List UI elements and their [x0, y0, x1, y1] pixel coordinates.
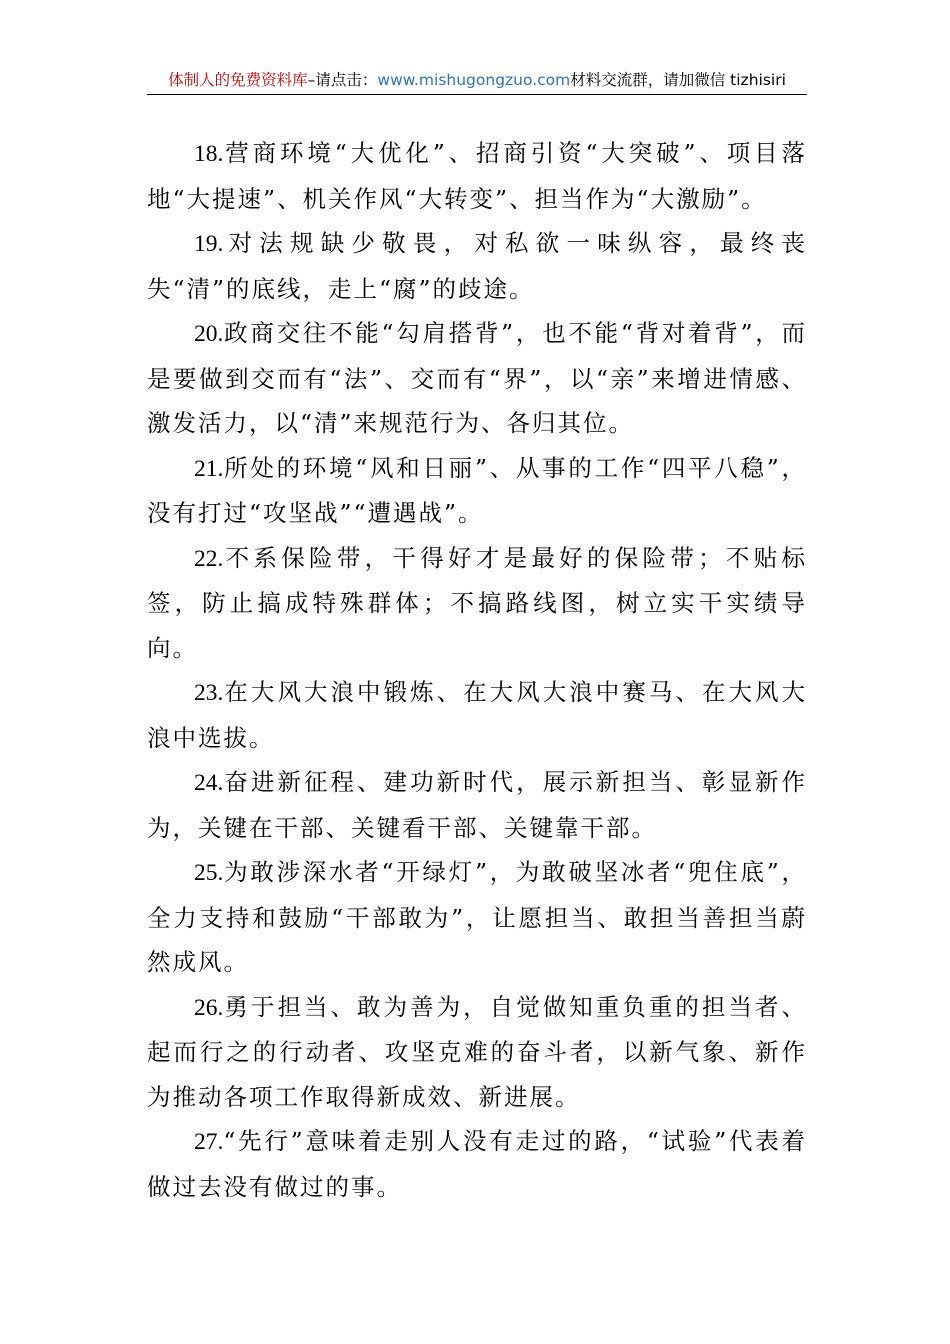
- header-prompt: –请点击：: [307, 71, 378, 89]
- paragraph-text: 营商环境“大优化”、招商引资“大突破”、项目落地“大提速”、机关作风“大转变”、担当作为“大激励”。: [147, 139, 807, 213]
- paragraph-26: [147, 985, 807, 1120]
- page-header: [147, 66, 807, 95]
- paragraph-number: 21.: [194, 455, 224, 482]
- header-url-link[interactable]: www.mishugongzuo.com: [377, 71, 571, 89]
- header-note: 材料交流群，请加微信 tizhisiri: [570, 71, 786, 89]
- header-brand: 体制人的免费资料库: [168, 71, 308, 89]
- paragraph-18: [147, 131, 807, 221]
- paragraph-text: 对法规缺少敬畏，对私欲一味纵容，最终丧失“清”的底线，走上“腐”的歧途。: [147, 229, 807, 303]
- paragraph-text: 政商交往不能“勾肩搭背”，也不能“背对着背”，而是要做到交而有“法”、交而有“界”，以“亲”来增进情感、激发活力，以“清”来规范行为、各归其位。: [147, 319, 807, 437]
- paragraph-text: 为敢涉深水者“开绿灯”，为敢破坚冰者“兜住底”，全力支持和鼓励“干部敢为”，让愿担当、敢担当善担当蔚然成风。: [147, 858, 807, 976]
- paragraph-23: [147, 670, 807, 760]
- paragraph-text: “先行”意味着走别人没有走过的路，“试验”代表着做过去没有做过的事。: [147, 1127, 807, 1201]
- paragraph-text: 所处的环境“风和日丽”、从事的工作“四平八稳”，没有打过“攻坚战”“遭遇战”。: [147, 453, 807, 527]
- paragraph-number: 23.: [194, 680, 224, 706]
- paragraph-text: 不系保险带，干得好才是最好的保险带；不贴标签，防止搞成特殊群体；不搞路线图，树立实干实绩导向。: [147, 543, 807, 662]
- paragraph-21: [147, 446, 807, 536]
- paragraph-number: 27.: [194, 1129, 224, 1155]
- paragraph-text: 勇于担当、敢为善为，自觉做知重负重的担当者、起而行之的行动者、攻坚克难的奋斗者，以新气象、新作为推动各项工作取得新成效、新进展。: [147, 992, 807, 1111]
- paragraph-text: 在大风大浪中锻炼、在大风大浪中赛马、在大风大浪中选拔。: [147, 678, 807, 752]
- paragraph-text: 奋进新征程、建功新时代，展示新担当、彰显新作为，关键在干部、关键看干部、关键靠干部。: [147, 768, 807, 842]
- paragraph-number: 19.: [194, 231, 224, 257]
- paragraph-number: 25.: [194, 860, 224, 886]
- paragraph-number: 18.: [194, 141, 224, 167]
- paragraph-number: 20.: [194, 321, 224, 347]
- paragraph-number: 24.: [194, 770, 224, 796]
- paragraph-25: [147, 850, 807, 985]
- paragraph-number: 22.: [194, 545, 224, 572]
- paragraph-20: [147, 311, 807, 446]
- paragraph-19: [147, 221, 807, 311]
- paragraph-number: 26.: [194, 994, 224, 1021]
- paragraph-22: [147, 536, 807, 671]
- document-body: [147, 131, 807, 1209]
- paragraph-27: [147, 1119, 807, 1209]
- paragraph-24: [147, 760, 807, 850]
